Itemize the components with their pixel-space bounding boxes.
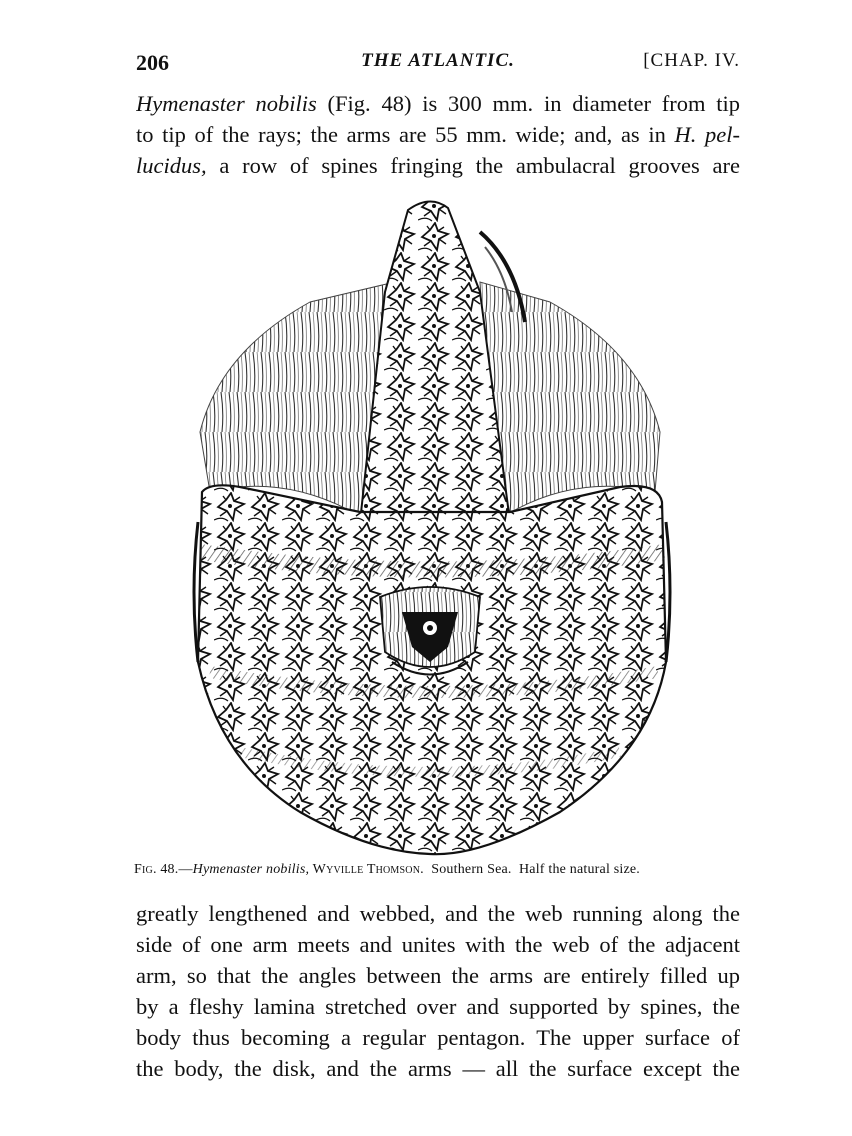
text-line: body thus becoming a regular pentagon. The upper surface of	[136, 1025, 740, 1050]
text-line	[136, 150, 740, 181]
text-span: (Fig. 48) is 300 mm. in diameter from tip	[316, 91, 740, 116]
caption-scale: Half the natural size.	[511, 862, 641, 877]
text-line: greatly lengthened and webbed, and the web running along the	[136, 901, 740, 926]
caption-species: Hymenaster nobilis,	[192, 862, 310, 877]
species-name: lucidus,	[136, 153, 207, 178]
top-paragraph	[136, 88, 740, 181]
text-line: side of one arm meets and unites with the web of the adjacent	[136, 932, 740, 957]
species-name: H. pel-	[674, 122, 740, 147]
caption-location: Southern Sea.	[423, 862, 512, 877]
bottom-paragraph	[136, 898, 740, 1084]
page-number: 206	[136, 50, 169, 75]
text-line: the body, the disk, and the arms — all the surface except the	[136, 1056, 740, 1081]
text-span: a row of spines fringing the ambulacral grooves are	[206, 153, 740, 178]
starfish-illustration	[180, 192, 680, 862]
running-chapter: [CHAP. IV.	[643, 50, 740, 71]
body-disk	[198, 485, 666, 854]
figure-label: Fig. 48.—	[134, 862, 193, 877]
text-span: to tip of the rays; the arms are 55 mm. wide; and, as in	[136, 122, 675, 147]
text-line	[136, 119, 740, 150]
text-line: arm, so that the angles between the arms are entirely filled up	[136, 963, 740, 988]
figure-caption	[134, 862, 740, 878]
starfish-engraving	[180, 192, 680, 862]
running-head	[136, 50, 740, 80]
text-line: by a fleshy lamina stretched over and supported by spines, the	[136, 994, 740, 1019]
species-name: Hymenaster nobilis	[136, 91, 317, 116]
text-line	[136, 88, 740, 119]
caption-author: Wyville Thomson.	[309, 862, 424, 877]
running-title: THE ATLANTIC.	[361, 50, 515, 71]
